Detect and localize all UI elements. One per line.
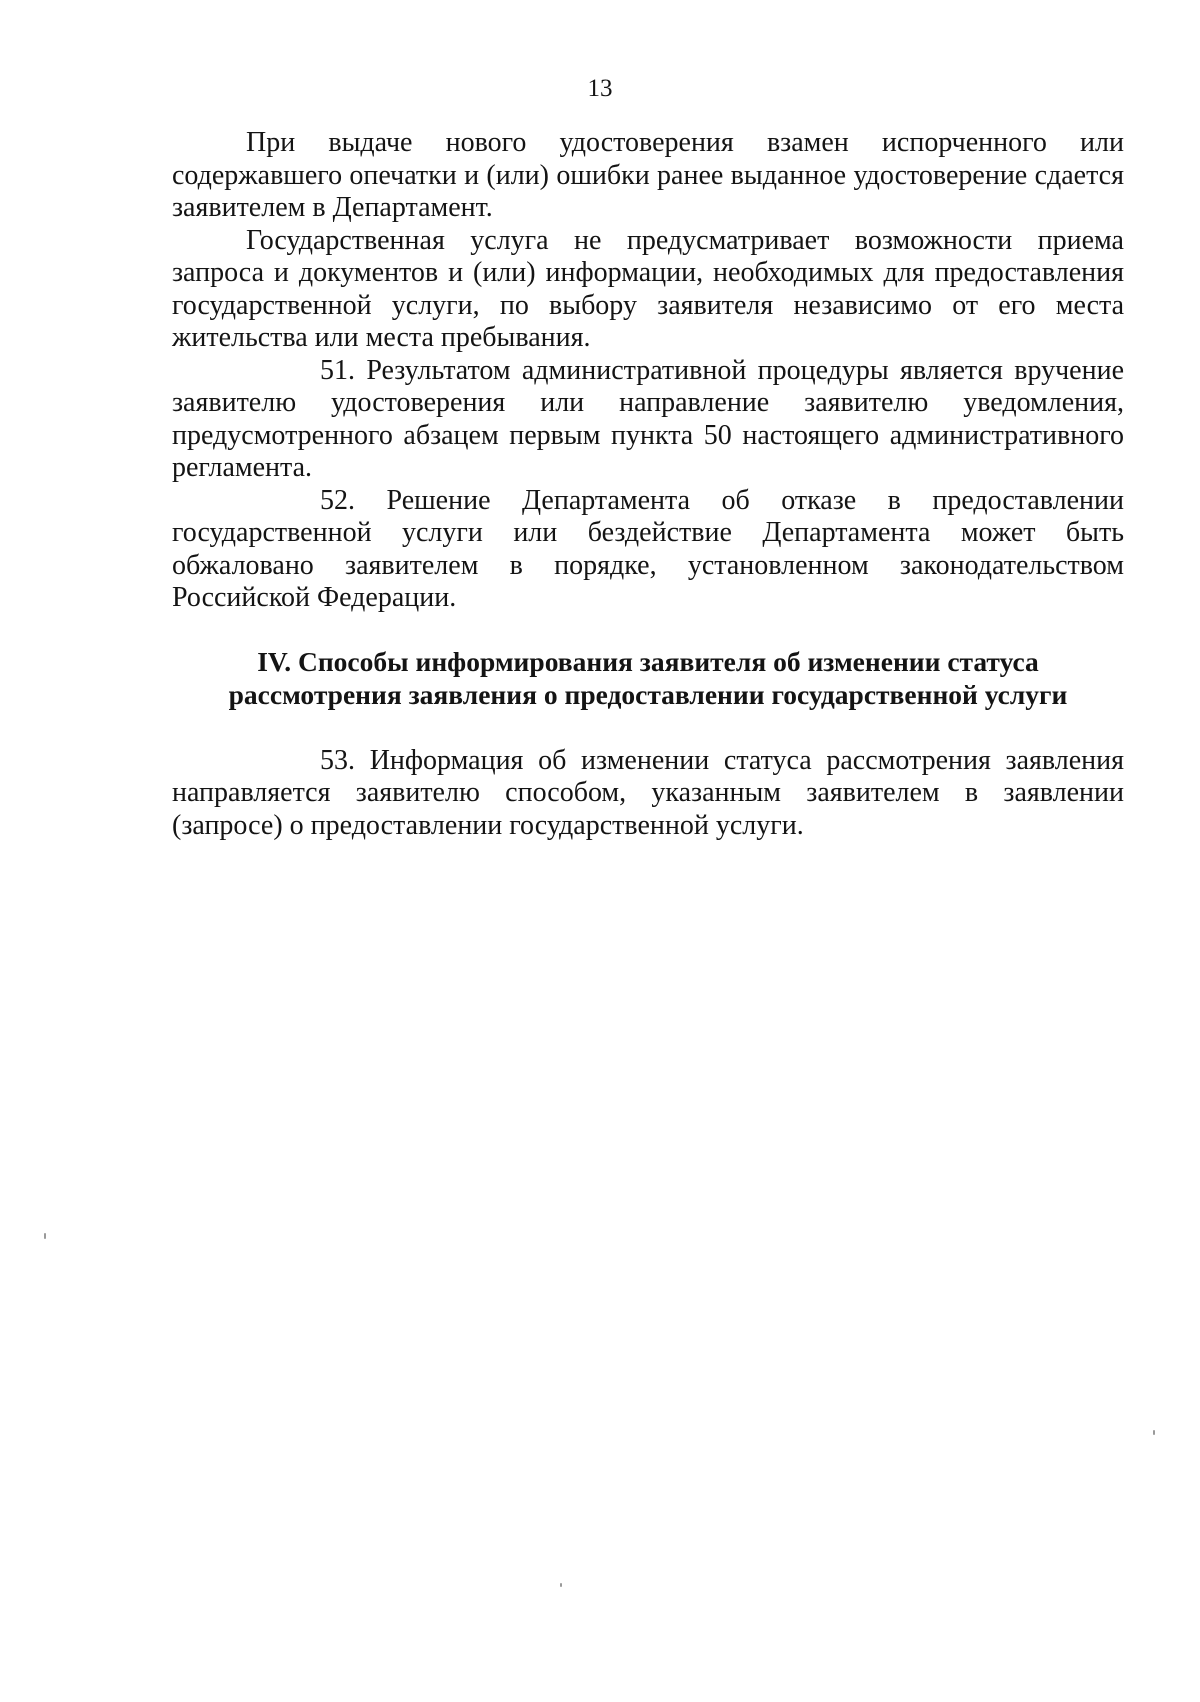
paragraph-text: Результатом административной процедуры является вручение заявителю удостоверения или направление заявителю уведомления, предусмотренного абзацем первым пункта 50 настоящего административного регламента. (172, 354, 1124, 483)
paragraph-text: Информация об изменении статуса рассмотрения заявления направляется заявителю способом, указанным заявителем в заявлении (запросе) о предоставлении государственной услуги. (172, 744, 1125, 841)
section-heading (172, 645, 1124, 711)
paragraph-replacement-certificate (172, 127, 1124, 225)
section-heading-line-1: IV. Способы информирования заявителя об изменении статуса (257, 645, 1039, 677)
page-number: 13 (587, 75, 613, 102)
paragraph-52 (172, 485, 1124, 615)
paragraph-number: 51. (320, 354, 355, 386)
paragraph-number: 52. (320, 484, 355, 516)
paragraph-53 (172, 745, 1124, 843)
section-heading-line-2: рассмотрения заявления о предоставлении государственной услуги (228, 678, 1068, 710)
paragraph-text: Решение Департамента об отказе в предоставлении государственной услуги или бездействие Департамента может быть обжаловано заявителем в порядке, установленном законодательством Российской Федерации. (172, 484, 1125, 613)
paragraph-extraterritorial (172, 225, 1124, 355)
paragraph-text: Государственная услуга не предусматривает возможности приема запроса и документов и (или) информации, необходимых для предоставления государственной услуги, по выбору заявителя независимо от его места жительства или места пребывания. (172, 224, 1124, 353)
scan-speck (1153, 1430, 1155, 1435)
paragraph-51 (172, 355, 1124, 485)
scan-speck (560, 1583, 562, 1587)
paragraph-text: При выдаче нового удостоверения взамен испорченного или содержавшего опечатки и (или) ошибки ранее выданное удостоверение сдается заявителем в Департамент. (172, 127, 1124, 223)
scan-speck (44, 1233, 46, 1239)
paragraph-number: 53. (320, 744, 355, 776)
document-body (172, 127, 1124, 842)
